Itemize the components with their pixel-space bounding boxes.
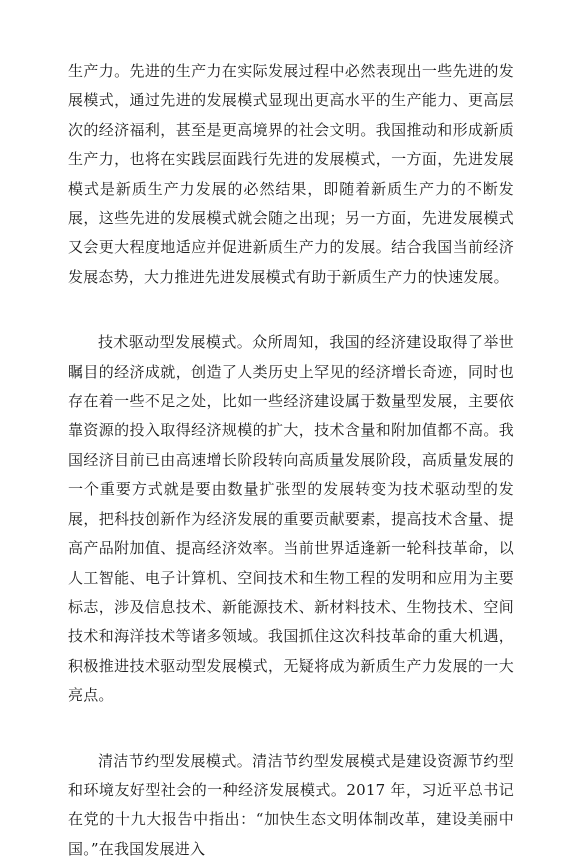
- document-body: [68, 57, 514, 864]
- paragraph-technology-driven: 技术驱动型发展模式。众所周知，我国的经济建设取得了举世瞩目的经济成就，创造了人类历史上罕见的经济增长奇迹，同时也存在着一些不足之处，比如一些经济建设属于数量型发展，主要依靠资源的投入取得经济规模的扩大，技术含量和附加值都不高。我国经济目前已由高速增长阶段转向高质量发展阶段，高质量发展的一个重要方式就是要由数量扩张型的发展转变为技术驱动型的发展，把科技创新作为经济发展的重要贡献要素，提高技术含量、提高产品附加值、提高经济效率。当前世界适逢新一轮科技革命，以人工智能、电子计算机、空间技术和生物工程的发明和应用为主要标志，涉及信息技术、新能源技术、新材料技术、生物技术、空间技术和海洋技术等诸多领域。我国抓住这次科技革命的重大机遇，积极推进技术驱动型发展模式，无疑将成为新质生产力发展的一大亮点。: [68, 333, 514, 705]
- paragraph-continuation: 生产力。先进的生产力在实际发展过程中必然表现出一些先进的发展模式，通过先进的发展模式显现出更高水平的生产能力、更高层次的经济福利，甚至是更高境界的社会文明。我国推动和形成新质生产力，也将在实践层面践行先进的发展模式，一方面，先进发展模式是新质生产力发展的必然结果，即随着新质生产力的不断发展，这些先进的发展模式就会随之出现；另一方面，先进发展模式又会更大程度地适应并促进新质生产力的发展。结合我国当前经济发展态势，大力推进先进发展模式有助于新质生产力的快速发展。: [68, 62, 514, 286]
- paragraph-clean-saving: 清洁节约型发展模式。清洁节约型发展模式是建设资源节约型和环境友好型社会的一种经济发展模式。2017 年，习近平总书记在党的十九大报告中指出：“加快生态文明体制改革，建设美丽中国。”在我国发展进入: [68, 751, 514, 858]
